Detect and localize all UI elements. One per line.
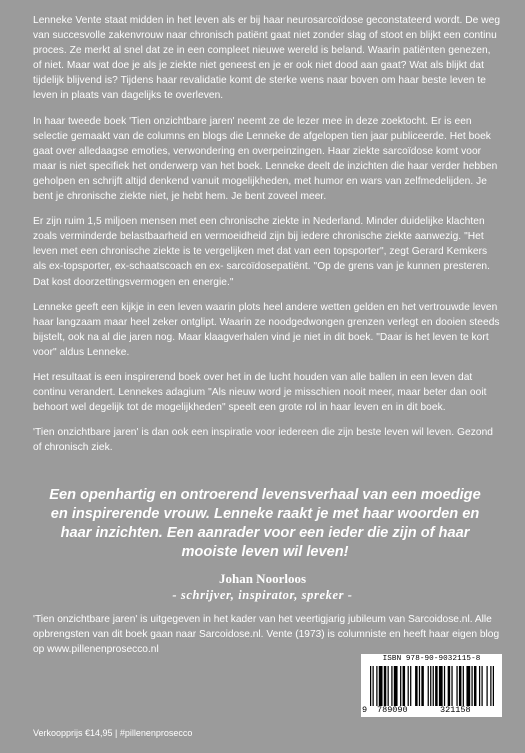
blurb-paragraph-3: Er zijn ruim 1,5 miljoen mensen met een chronische ziekte in Nederland. Minder duidelijke klachten zoals verminderde belastbaarheid en vermoeidheid zijn bij iedere chronische ziekte aanwezig. "Het leven met een chronische ziekte is te vergelijken met dat van een topsporter", zegt Gerard Kemkers als ex-topsporter, ex-schaatscoach en ex- sarcoïdosepatiënt. "Op de grens van je kunnen presteren. Dat kost doorzettingsvermogen en energie." [33,216,491,288]
blurb-paragraph-4: Lenneke geeft een kijkje in een leven waarin plots heel andere wetten gelden en het vertrouwde leven haar langzaam maar heel zeker ontglipt. Waarin ze noodgedwongen grenzen verlegt en dooien steeds bijstelt, ook na al die jaren nog. Maar klaagverhalen vind je niet in dit boek. "Daar is het leven te kort voor" aldus Lenneke. [33,301,500,358]
price-and-hashtag: Verkoopprijs €14,95 | #pillenenprosecco [33,728,193,738]
isbn-barcode [361,654,502,717]
endorsement-author-roles: - schrijver, inspirator, spreker - [172,588,353,602]
blurb-paragraph-1: Lenneke Vente staat midden in het leven als er bij haar neurosarcoïdose geconstateerd wordt. De weg van succesvolle zakenvrouw naar chronisch patiënt gaat niet zonder slag of stoot en blijkt een continu proces. Ze merkt al snel dat ze in een compleet nieuwe wereld is beland. Waarin patiënten genezen, of niet. Maar wat doe je als je ziekte niet geneest en je er ook niet dood aan gaat? Wat als blijkt dat tijdelijk blijvend is? Tijdens haar revalidatie komt de sterke wens naar boven om haar beste leven te leven in plaats van dagelijks te overleven. [33,15,501,102]
barcode-digit-lead: 9 [362,705,368,715]
barcode-bars [370,666,494,706]
imprint-text: 'Tien onzichtbare jaren' is uitgegeven in het kader van het veertigjarig jubileum van Sarcoidose.nl. Alle opbrengsten van dit boek gaan naar Sarcoidose.nl. Vente (1973) is columniste en heeft haar eigen blog op www.pillenenprosecco.nl [33,614,500,656]
blurb-paragraph-2: In haar tweede boek 'Tien onzichtbare jaren' neemt ze de lezer mee in deze zoektocht. Er is een selectie gemaakt van de columns en blogs die Lenneke de afgelopen tien jaar publiceerde. Het boek gaat over alledaagse emoties, verwondering en overpeinzingen. Haar ziekte sarcoïdose komt voor maar is niet specifiek het onderwerp van het boek. Lenneke deelt de inzichten die haar verder hebben geholpen en schrijft altijd denkend vanuit mogelijkheden, met humor en wars van zelfmedelijden. Je bent je chronische ziekte niet, je hebt hem. Je bent zoveel meer. [33,115,498,203]
barcode-digits [361,705,502,716]
blurb-text [33,13,501,465]
blurb-paragraph-6: 'Tien onzichtbare jaren' is dan ook een inspiratie voor iedereen die zijn beste leven wil leven. Gezond of chronisch ziek. [33,427,494,454]
endorsement-author-name: Johan Noorloos [218,571,307,586]
barcode-digit-group-2: 321158 [440,705,471,715]
barcode-digit-group-1: 789090 [377,705,408,715]
isbn-number: ISBN 978-90-9032115-8 [382,655,481,663]
blurb-paragraph-5: Het resultaat is een inspirerend boek over het in de lucht houden van alle ballen in een leven dat continu verandert. Lennekes adagium "Als nieuw word je misschien nooit meer, maar beter dan ooit behoort wel degelijk tot de mogelijkheden" speelt een grote rol in haar leven en in dit boek. [33,371,487,414]
endorsement-quote: Een openhartig en ontroerend levensverhaal van een moedige en inspirerende vrouw. Lenneke raakt je met haar woorden en haar inzichten. Een aanrader voor een ieder die zijn of haar mooiste leven wil leven! [49,487,481,560]
